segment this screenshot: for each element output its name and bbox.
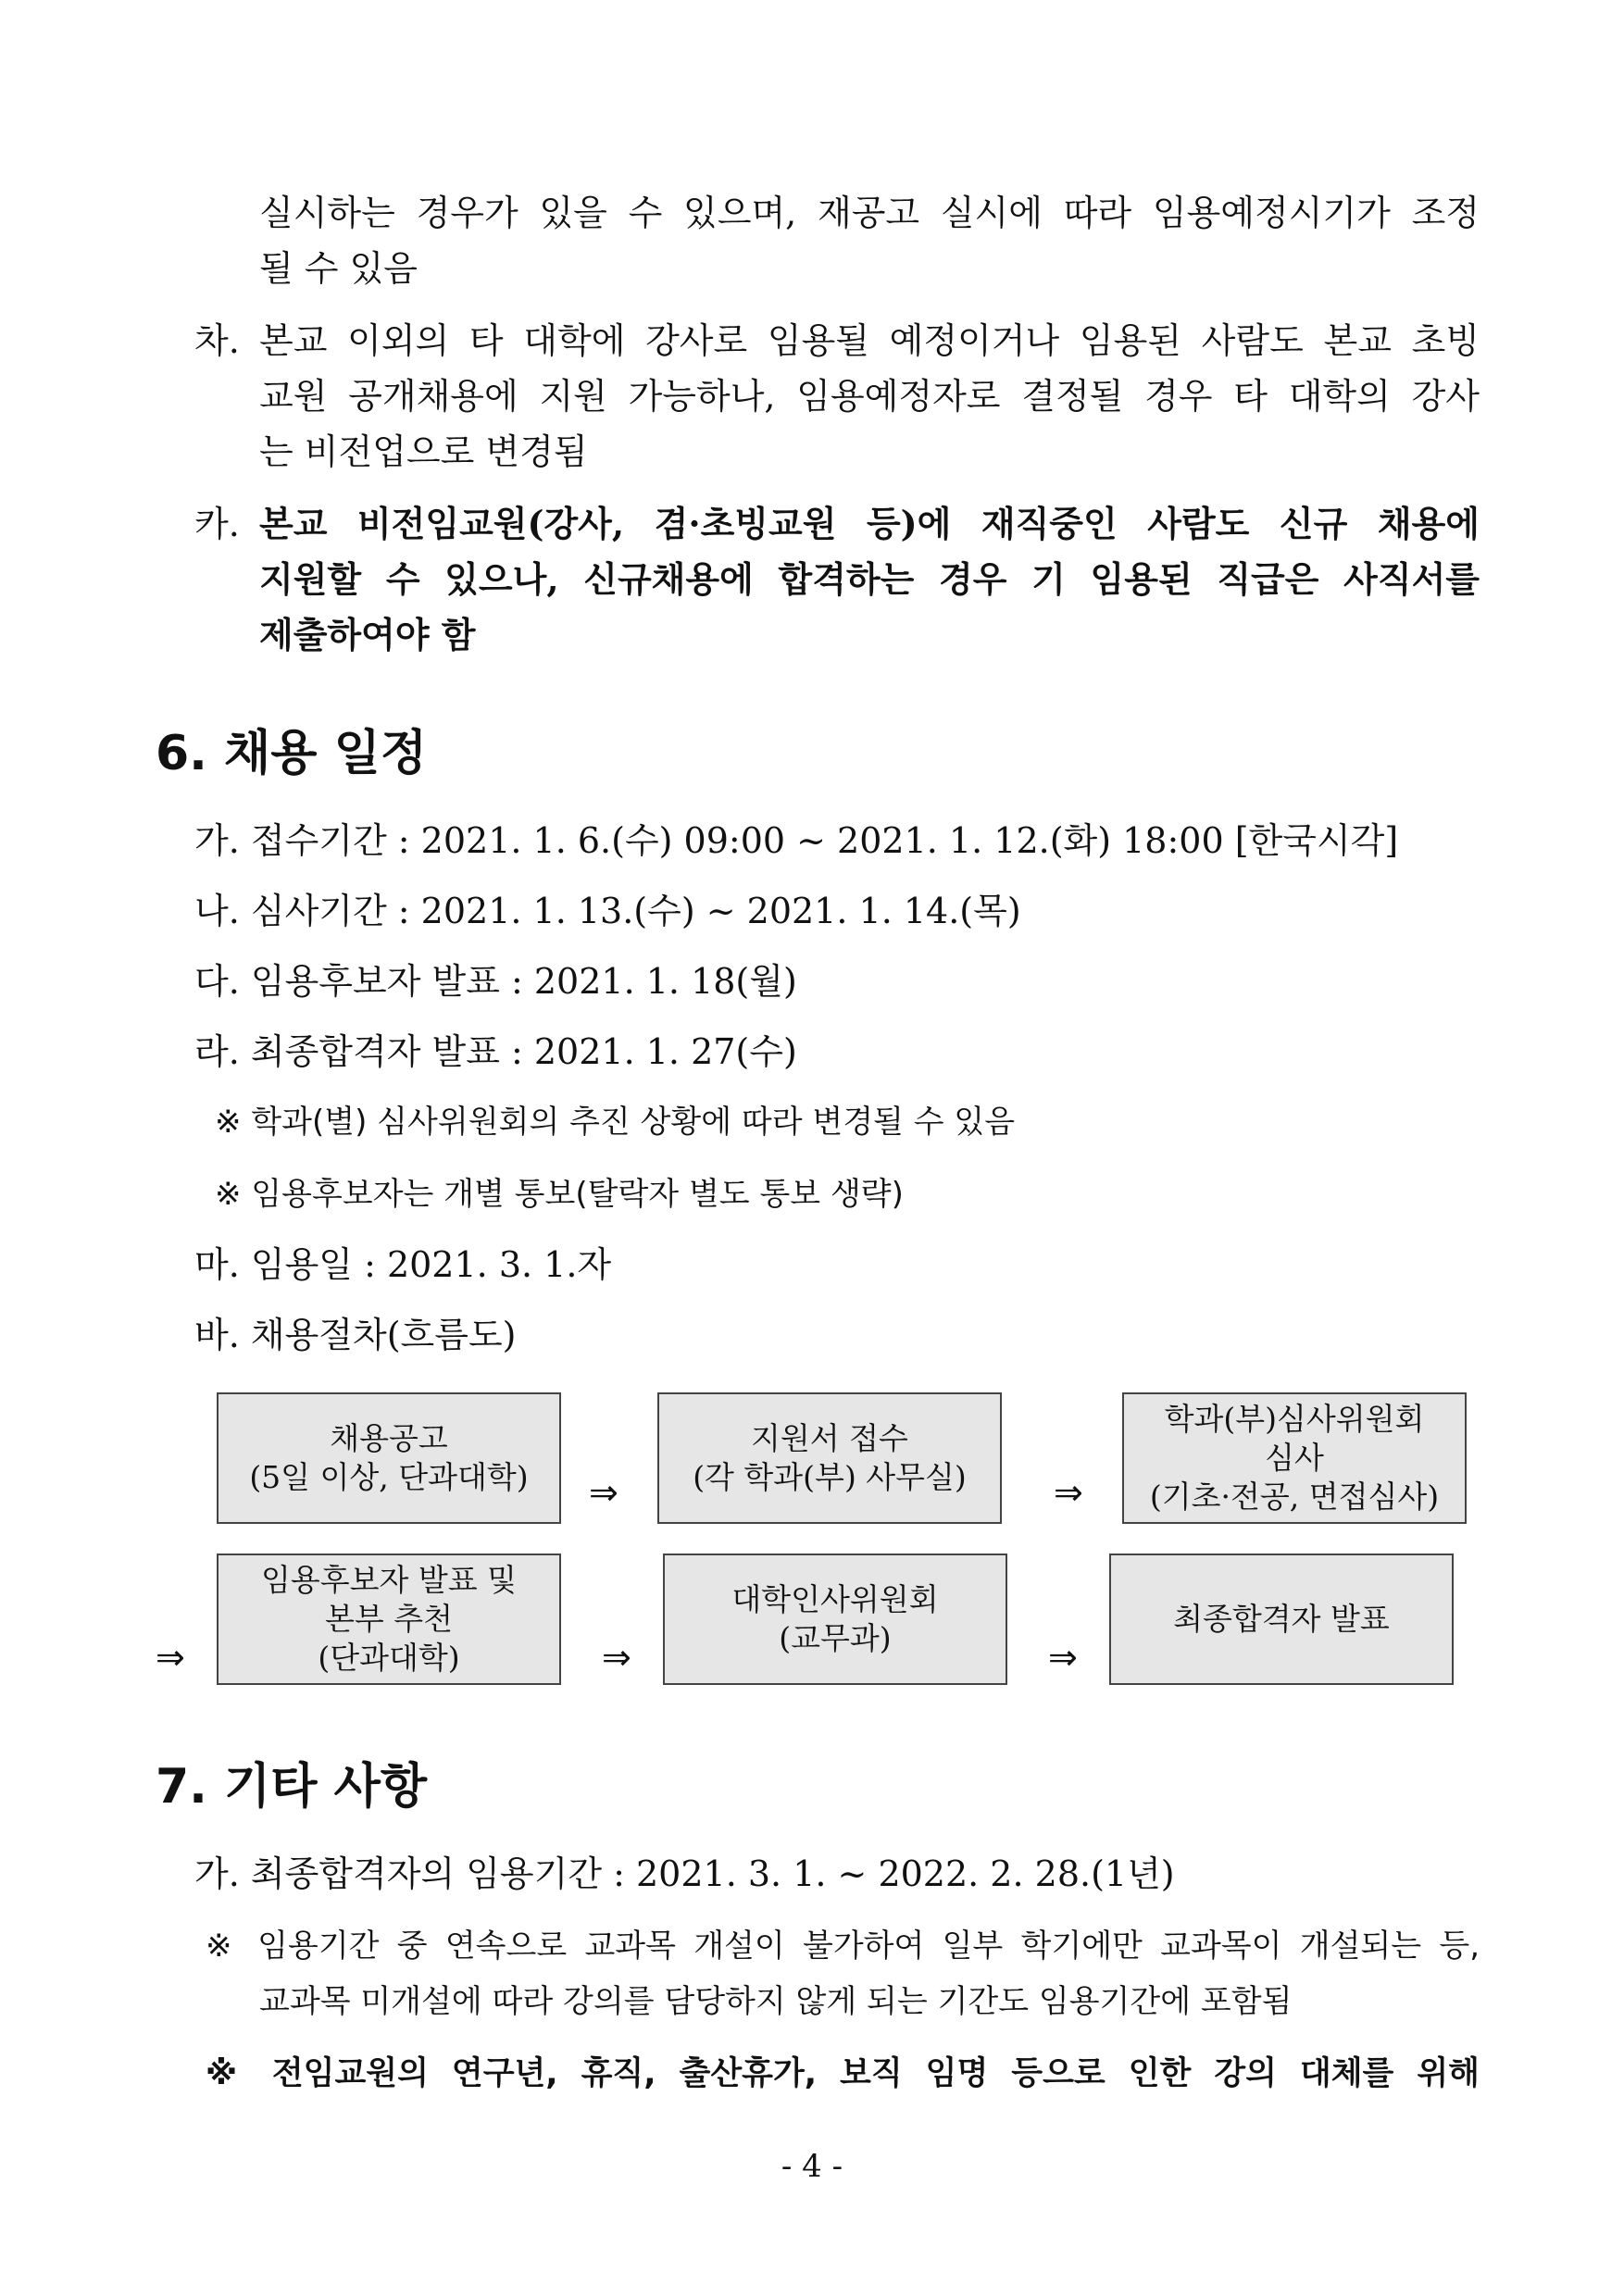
- item-ka-line-2: 지원할 수 있으나, 신규채용에 합격하는 경우 기 임용된 직급은 사직서를: [259, 558, 1480, 600]
- flow-box-announcement-l2: (5일 이상, 단과대학): [249, 1459, 529, 1495]
- item-cha-marker: 차.: [194, 320, 240, 361]
- page-number: - 4 -: [781, 2148, 843, 2185]
- item-ka-line-1: 본교 비전임교원(강사, 겸·초빙교원 등)에 재직중인 사람도 신규 채용에: [259, 503, 1480, 544]
- flow-arrow-3: ⇒: [156, 1637, 185, 1678]
- schedule-item-candidate-announce: 다. 임용후보자 발표 : 2021. 1. 18(월): [194, 961, 797, 1002]
- section-6-title: 6. 채용 일정: [156, 726, 428, 781]
- schedule-item-final-announce: 라. 최종합격자 발표 : 2021. 1. 27(수): [194, 1031, 797, 1072]
- other-note-1-line-2: 교과목 미개설에 따라 강의를 담당하지 않게 되는 기간도 임용기간에 포함됨: [259, 1983, 1293, 2020]
- flow-box-personnel-committee-l2: (교무과): [779, 1620, 892, 1656]
- flow-box-candidate-announce: [217, 1554, 561, 1685]
- continuation-line-2: 될 수 있음: [259, 248, 418, 289]
- section-7-title: 7. 기타 사항: [156, 1759, 428, 1815]
- flow-arrow-5: ⇒: [1048, 1637, 1078, 1678]
- schedule-item-review: 나. 심사기간 : 2021. 1. 13.(수) ~ 2021. 1. 14.(목): [194, 891, 1021, 931]
- flow-box-application-receipt: [657, 1392, 1002, 1524]
- item-ka-line-3: 제출하여야 함: [259, 614, 476, 655]
- flow-box-application-receipt-l2: (각 학과(부) 사무실): [693, 1459, 967, 1495]
- flow-box-application-receipt-l1: 지원서 접수: [751, 1420, 908, 1456]
- schedule-item-appointment-date: 마. 임용일 : 2021. 3. 1.자: [194, 1244, 612, 1285]
- item-cha-line-2: 교원 공개채용에 지원 가능하나, 임용예정자로 결정될 경우 타 대학의 강사: [259, 376, 1480, 417]
- flow-box-final-announce: [1109, 1554, 1454, 1685]
- flow-box-announcement-l1: 채용공고: [330, 1420, 448, 1456]
- schedule-item-receipt: 가. 접수기간 : 2021. 1. 6.(수) 09:00 ~ 2021. 1. 12.(화) 18:00 [한국시각]: [194, 820, 1399, 861]
- item-ka-marker: 카.: [194, 504, 240, 544]
- other-note-2-line-1: ※ 전임교원의 연구년, 휴직, 출산휴가, 보직 임명 등으로 인한 강의 대체를 위해: [206, 2055, 1480, 2092]
- continuation-line-1: 실시하는 경우가 있을 수 있으며, 재공고 실시에 따라 임용예정시기가 조정: [259, 193, 1480, 233]
- flow-box-final-announce-l1: 최종합격자 발표: [1173, 1601, 1390, 1637]
- flow-arrow-1: ⇒: [589, 1472, 618, 1513]
- flow-box-department-review-l1: 학과(부)심사위원회: [1164, 1401, 1425, 1437]
- flow-arrow-2: ⇒: [1054, 1472, 1083, 1513]
- item-cha-line-3: 는 비전업으로 변경됨: [259, 431, 588, 472]
- flow-box-personnel-committee: [663, 1554, 1007, 1685]
- flow-arrow-4: ⇒: [602, 1637, 631, 1678]
- flow-box-department-review-l3: (기초·전공, 면접심사): [1149, 1479, 1440, 1515]
- other-note-1-line-1: ※ 임용기간 중 연속으로 교과목 개설이 불가하여 일부 학기에만 교과목이 개설되는 등,: [206, 1928, 1480, 1965]
- flow-box-candidate-announce-l1: 임용후보자 발표 및: [260, 1562, 517, 1598]
- other-item-appointment-period: 가. 최종합격자의 임용기간 : 2021. 3. 1. ~ 2022. 2. 28.(1년): [194, 1853, 1175, 1894]
- schedule-note-1: ※ 학과(별) 심사위원회의 추진 상황에 따라 변경될 수 있음: [215, 1104, 1016, 1141]
- flow-box-personnel-committee-l1: 대학인사위원회: [731, 1581, 939, 1617]
- schedule-note-2: ※ 임용후보자는 개별 통보(탈락자 별도 통보 생략): [215, 1176, 904, 1213]
- item-cha-line-1: 본교 이외의 타 대학에 강사로 임용될 예정이거나 임용된 사람도 본교 초빙: [259, 320, 1480, 361]
- flow-box-department-review-l2: 심사: [1265, 1440, 1324, 1476]
- flow-box-department-review: [1122, 1392, 1467, 1524]
- flow-box-candidate-announce-l2: 본부 추천: [324, 1601, 453, 1637]
- flow-box-announcement: [217, 1392, 561, 1524]
- flow-box-candidate-announce-l3: (단과대학): [318, 1640, 460, 1676]
- schedule-item-flowchart-label: 바. 채용절차(흐름도): [194, 1315, 517, 1355]
